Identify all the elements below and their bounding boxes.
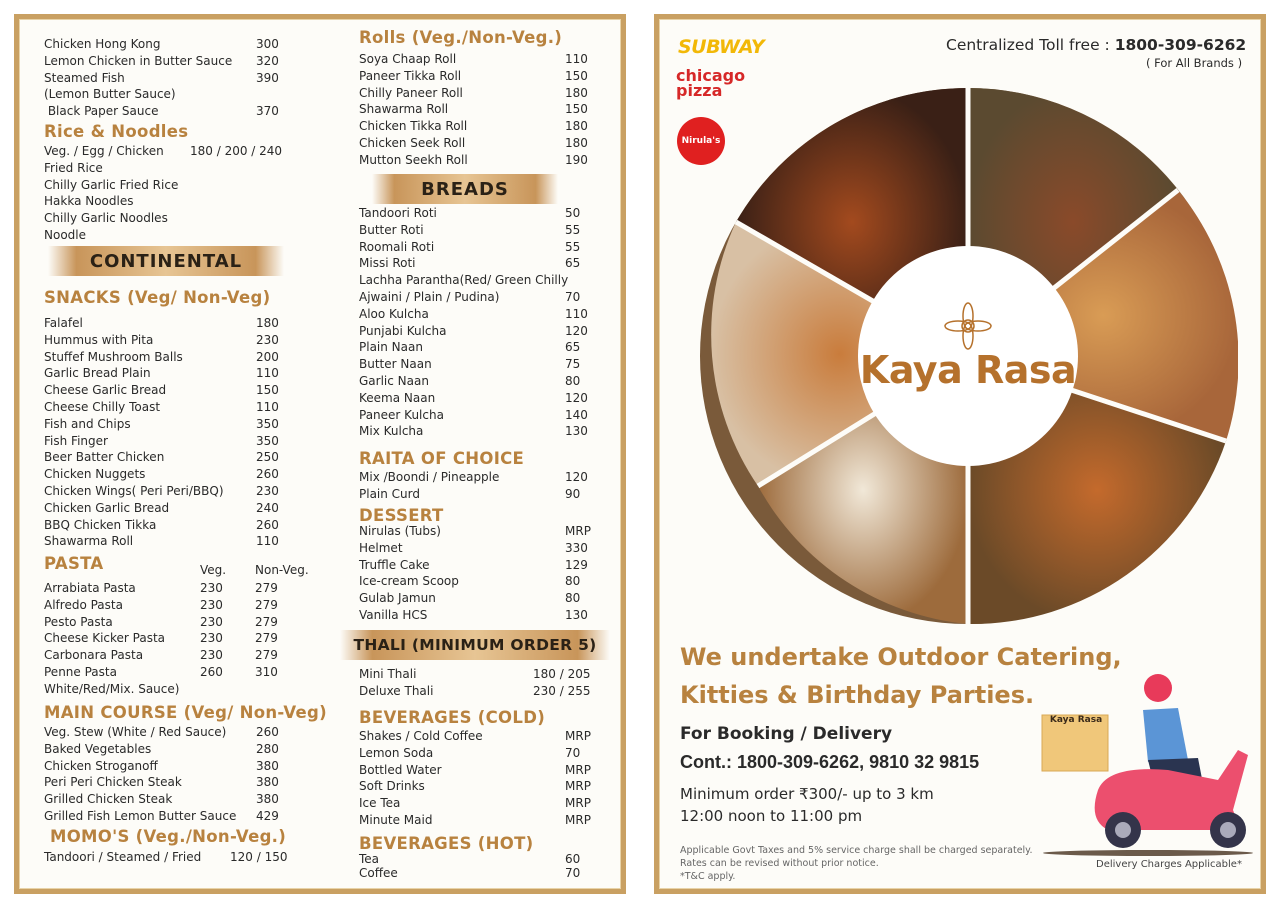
item-price: 390 — [256, 70, 279, 85]
item-price: 230 — [200, 581, 223, 595]
item-name: Truffle Cake — [359, 557, 430, 572]
pasta-heading: PASTA — [44, 554, 104, 573]
item-name: Garlic Naan — [359, 373, 429, 388]
chicago-pizza-logo: chicago pizza — [676, 66, 746, 100]
item-price: 230 / 255 — [533, 683, 591, 698]
item-name: Roomali Roti — [359, 239, 435, 254]
menu-item — [359, 339, 599, 356]
item-price: 180 / 205 — [533, 667, 591, 681]
booking-info — [680, 720, 979, 776]
item-name: Steamed Fish — [44, 70, 125, 85]
item-name: Chicken Stroganoff — [44, 758, 158, 773]
menu-item — [44, 597, 324, 614]
item-price: 230 — [200, 614, 223, 629]
menu-item — [359, 152, 599, 169]
item-price: 260 — [256, 467, 279, 482]
item-price: 80 — [565, 591, 581, 606]
item-price: 180 — [565, 85, 588, 100]
item-name: Mini Thali — [359, 667, 417, 681]
menu-item — [359, 51, 599, 68]
menu-item — [359, 272, 599, 289]
item-price: 279 — [255, 648, 278, 663]
pasta-list — [44, 580, 324, 698]
item-name: Chilly Garlic Fried Rice — [44, 177, 179, 192]
item-name: Vanilla HCS — [359, 607, 428, 622]
menu-item — [44, 580, 324, 597]
item-price: MRP — [565, 796, 591, 811]
toll-free — [946, 36, 1246, 54]
menu-item — [359, 795, 599, 812]
catering-line-2: Kitties & Birthday Parties. — [680, 681, 1035, 709]
item-price: 90 — [565, 486, 581, 501]
item-name: Ice-cream Scoop — [359, 574, 459, 589]
item-price: 60 — [565, 852, 581, 866]
menu-item — [44, 315, 294, 332]
item-price: 120 / 150 — [230, 850, 288, 864]
item-price: 380 — [256, 792, 279, 807]
item-price: 150 — [256, 383, 279, 398]
item-price: 80 — [565, 574, 581, 589]
item-name: Fish Finger — [44, 433, 108, 448]
item-price: MRP — [565, 762, 591, 777]
item-price: MRP — [565, 812, 591, 827]
item-name: Plain Curd — [359, 486, 421, 501]
item-price: 130 — [565, 607, 588, 622]
item-price: 279 — [255, 631, 278, 646]
breads-list — [359, 205, 599, 440]
beverages-hot-heading: BEVERAGES (HOT) — [359, 834, 534, 853]
item-name: Deluxe Thali — [359, 683, 434, 698]
beverages-hot-list — [359, 852, 599, 880]
menu-item — [359, 573, 599, 590]
item-name: Butter Roti — [359, 222, 424, 237]
fine-print-line: *T&C apply. — [680, 871, 736, 882]
toll-free-number: 1800-309-6262 — [1114, 36, 1247, 54]
item-price: 75 — [565, 357, 581, 372]
item-price: MRP — [565, 779, 591, 794]
item-name: Carbonara Pasta — [44, 648, 144, 663]
menu-item — [359, 557, 599, 574]
menu-item — [359, 469, 599, 486]
item-price: 320 — [256, 53, 279, 68]
menu-item — [359, 728, 599, 745]
item-name: Pesto Pasta — [44, 614, 113, 629]
item-price: 300 — [256, 37, 279, 51]
item-name: Lemon Chicken in Butter Sauce — [44, 53, 233, 68]
item-price: 70 — [565, 745, 581, 760]
menu-item — [44, 664, 324, 681]
menu-item — [44, 758, 294, 775]
menu-item — [44, 349, 294, 366]
menu-item — [359, 356, 599, 373]
menu-item — [359, 390, 599, 407]
menu-item — [359, 101, 599, 118]
item-price: 240 — [256, 500, 279, 515]
item-name: Mutton Seekh Roll — [359, 152, 468, 167]
rolls-list — [359, 51, 599, 169]
item-price: 140 — [565, 407, 588, 422]
item-price: 110 — [256, 366, 279, 381]
item-name: Keema Naan — [359, 390, 436, 405]
item-price: 380 — [256, 775, 279, 790]
menu-item — [44, 70, 294, 87]
item-name: Shawarma Roll — [44, 534, 134, 549]
menu-item — [44, 86, 294, 103]
menu-item — [359, 745, 599, 762]
menu-item — [44, 433, 294, 450]
raita-heading: RAITA OF CHOICE — [359, 449, 525, 468]
menu-item — [359, 423, 599, 440]
menu-item — [44, 193, 294, 210]
menu-item — [44, 36, 294, 53]
delivery-charges-note: Delivery Charges Applicable* — [1096, 859, 1242, 870]
item-price: 70 — [565, 289, 581, 304]
item-name: Butter Naan — [359, 357, 432, 372]
item-price: 230 — [256, 483, 279, 498]
item-price: 70 — [565, 866, 581, 880]
menu-item — [359, 373, 599, 390]
menu-item — [44, 210, 294, 227]
item-name: Black Paper Sauce — [44, 104, 159, 119]
item-name: Soya Chaap Roll — [359, 52, 457, 66]
item-name: BBQ Chicken Tikka — [44, 517, 157, 532]
item-name: Hummus with Pita — [44, 332, 154, 347]
item-name: Chicken Tikka Roll — [359, 119, 468, 134]
toll-free-label: Centralized Toll free : — [946, 36, 1115, 54]
item-price: 280 — [256, 741, 279, 756]
item-name: Aloo Kulcha — [359, 306, 429, 321]
opening-hours: 12:00 noon to 11:00 pm — [680, 807, 863, 825]
item-price: 180 — [256, 316, 279, 330]
menu-item — [44, 533, 294, 550]
item-price: 65 — [565, 256, 581, 271]
item-name: Penne Pasta — [44, 664, 117, 679]
toll-free-note: ( For All Brands ) — [1146, 56, 1243, 70]
menu-item — [44, 227, 294, 244]
item-name: Fried Rice — [44, 160, 103, 175]
item-price: 330 — [565, 540, 588, 555]
menu-item — [359, 255, 599, 272]
item-name: Garlic Bread Plain — [44, 366, 151, 381]
item-price: 230 — [200, 631, 223, 646]
menu-item — [44, 741, 294, 758]
continental-banner: CONTINENTAL — [48, 246, 284, 276]
menu-item — [359, 812, 599, 829]
pasta-nonveg-label: Non-Veg. — [255, 563, 309, 577]
item-name: Bottled Water — [359, 762, 442, 777]
raita-list — [359, 469, 599, 503]
menu-item — [359, 866, 599, 880]
menu-item — [44, 791, 294, 808]
item-name: Cheese Chilly Toast — [44, 399, 161, 414]
item-name: Chicken Nuggets — [44, 467, 146, 482]
item-price: 130 — [565, 424, 588, 439]
fine-print-line: Rates can be revised without prior notice. — [680, 858, 879, 869]
beverages-cold-list — [359, 728, 599, 829]
menu-item — [44, 681, 324, 698]
catering-line-1: We undertake Outdoor Catering, — [680, 643, 1122, 671]
item-price: 110 — [256, 534, 279, 549]
item-name: Hakka Noodles — [44, 194, 134, 209]
menu-item — [359, 590, 599, 607]
item-price: 310 — [255, 664, 278, 679]
menu-item — [359, 778, 599, 795]
item-price: MRP — [565, 729, 591, 743]
item-price: 350 — [256, 416, 279, 431]
contact-numbers: Cont.: 1800-309-6262, 9810 32 9815 — [680, 752, 980, 772]
rolls-heading: Rolls (Veg./Non-Veg.) — [359, 28, 563, 47]
item-name: Tea — [359, 852, 380, 866]
item-price: 110 — [565, 52, 588, 66]
item-name: Helmet — [359, 540, 403, 555]
beverages-cold-heading: BEVERAGES (COLD) — [359, 708, 546, 727]
item-price: 250 — [256, 450, 279, 465]
item-name: Chicken Hong Kong — [44, 37, 161, 51]
menu-item — [44, 365, 294, 382]
fine-print-line: Applicable Govt Taxes and 5% service charge shall be charged separately. — [680, 845, 1033, 856]
menu-item — [359, 306, 599, 323]
item-name: Paneer Kulcha — [359, 407, 444, 422]
item-name: Chilly Paneer Roll — [359, 85, 463, 100]
menu-item — [359, 85, 599, 102]
item-price: 50 — [565, 206, 581, 220]
item-name: Alfredo Pasta — [44, 597, 123, 612]
item-price: 120 — [565, 470, 588, 484]
menu-item — [359, 540, 599, 557]
item-price: 260 — [256, 517, 279, 532]
menu-item — [359, 135, 599, 152]
menu-item — [44, 53, 294, 70]
menu-item — [44, 483, 294, 500]
item-price: 279 — [255, 581, 278, 595]
item-price: 180 — [565, 119, 588, 134]
menu-item — [359, 523, 599, 540]
item-price: 120 — [565, 390, 588, 405]
menu-item — [44, 103, 294, 120]
menu-item — [44, 500, 294, 517]
item-name: Veg. / Egg / Chicken — [44, 144, 164, 158]
item-name: Gulab Jamun — [359, 591, 436, 606]
menu-item — [44, 466, 294, 483]
menu-item — [359, 852, 599, 866]
item-name: Chicken Seek Roll — [359, 135, 466, 150]
breads-banner: BREADS — [372, 174, 558, 204]
booking-label: For Booking / Delivery — [680, 724, 893, 744]
delivery-scooter-illustration — [1038, 670, 1260, 860]
menu-item — [359, 762, 599, 779]
item-price: 200 — [256, 349, 279, 364]
thali-banner: THALI (MINIMUM ORDER 5) — [340, 630, 610, 660]
menu-item — [359, 205, 599, 222]
item-name: Shawarma Roll — [359, 102, 449, 117]
item-name: White/Red/Mix. Sauce) — [44, 681, 180, 696]
momo-heading: MOMO'S (Veg./Non-Veg.) — [50, 827, 287, 846]
dessert-list — [359, 523, 599, 624]
menu-item — [44, 449, 294, 466]
item-price: 65 — [565, 340, 581, 355]
fine-print — [680, 844, 1032, 883]
item-name: (Lemon Butter Sauce) — [44, 87, 176, 102]
item-name: Coffee — [359, 866, 398, 880]
kaya-rasa-logo: Kaya Rasa — [859, 348, 1077, 392]
item-name: Mix /Boondi / Pineapple — [359, 470, 500, 484]
item-price: 55 — [565, 239, 581, 254]
dessert-heading: DESSERT — [359, 506, 444, 525]
item-price: 380 — [256, 758, 279, 773]
item-name: Punjabi Kulcha — [359, 323, 447, 338]
item-name: Beer Batter Chicken — [44, 450, 165, 465]
pasta-veg-label: Veg. — [200, 563, 227, 577]
menu-item — [359, 666, 599, 683]
box-logo: Kaya Rasa — [1049, 715, 1103, 725]
menu-item — [359, 486, 599, 503]
menu-item — [359, 407, 599, 424]
item-price: 190 — [565, 152, 588, 167]
item-name: Minute Maid — [359, 812, 433, 827]
item-price: 80 — [565, 373, 581, 388]
item-name: Shakes / Cold Coffee — [359, 729, 483, 743]
item-price: 230 — [200, 648, 223, 663]
item-price: 150 — [565, 102, 588, 117]
menu-item — [44, 416, 294, 433]
menu-item — [359, 683, 599, 700]
item-price: 129 — [565, 557, 588, 572]
rice-list — [44, 143, 294, 244]
delivery-terms — [680, 783, 934, 827]
menu-item — [359, 607, 599, 624]
item-name: Noodle — [44, 227, 86, 242]
menu-item — [359, 289, 599, 306]
item-price: 370 — [256, 104, 279, 119]
item-name: Chilly Garlic Noodles — [44, 211, 168, 226]
item-price: 230 — [200, 597, 223, 612]
menu-item — [44, 332, 294, 349]
minimum-order: Minimum order ₹300/- up to 3 km — [680, 785, 934, 803]
item-name: Fish and Chips — [44, 416, 131, 431]
menu-item — [359, 68, 599, 85]
item-name: Peri Peri Chicken Steak — [44, 775, 182, 790]
item-price: 230 — [256, 332, 279, 347]
item-price: 110 — [256, 399, 279, 414]
menu-item — [44, 614, 324, 631]
item-name: Missi Roti — [359, 256, 416, 271]
menu-item — [44, 774, 294, 791]
menu-item — [44, 647, 324, 664]
item-price: 429 — [256, 808, 279, 823]
item-name: Veg. Stew (White / Red Sauce) — [44, 725, 227, 739]
menu-item — [359, 239, 599, 256]
menu-item — [44, 177, 294, 194]
menu-item — [44, 630, 324, 647]
item-name: Chicken Garlic Bread — [44, 500, 170, 515]
menu-item — [44, 724, 294, 741]
item-name: Mix Kulcha — [359, 424, 424, 439]
menu-item — [359, 222, 599, 239]
menu-item — [359, 323, 599, 340]
item-name: Cheese Garlic Bread — [44, 383, 167, 398]
item-price: 180 — [565, 135, 588, 150]
item-price: 150 — [565, 68, 588, 83]
item-name: Plain Naan — [359, 340, 423, 355]
item-price: MRP — [565, 524, 591, 538]
item-name: Grilled Fish Lemon Butter Sauce — [44, 808, 237, 823]
item-price: 260 — [200, 664, 223, 679]
item-name: Paneer Tikka Roll — [359, 68, 462, 83]
subway-logo: SUBWAY — [678, 36, 765, 58]
snacks-list — [44, 315, 294, 550]
thali-list — [359, 666, 599, 700]
item-name: Lemon Soda — [359, 745, 434, 760]
item-price: 180 / 200 / 240 — [190, 144, 283, 158]
menu-item — [44, 399, 294, 416]
momo-list — [44, 849, 294, 866]
item-name: Grilled Chicken Steak — [44, 792, 173, 807]
menu-item — [359, 118, 599, 135]
item-name: Ajwaini / Plain / Pudina) — [359, 289, 500, 304]
item-name: Soft Drinks — [359, 779, 425, 794]
item-price: 350 — [256, 433, 279, 448]
main-course-heading: MAIN COURSE (Veg/ Non-Veg) — [44, 703, 327, 722]
item-price: 120 — [565, 323, 588, 338]
mains-list — [44, 36, 294, 120]
nirulas-logo: Nirula's — [677, 117, 725, 165]
item-name: Stuffef Mushroom Balls — [44, 349, 183, 364]
item-price: 55 — [565, 222, 581, 237]
menu-item — [44, 808, 294, 825]
item-name: Chicken Wings( Peri Peri/BBQ) — [44, 483, 224, 498]
menu-item — [44, 160, 294, 177]
menu-item — [44, 517, 294, 534]
item-name: Tandoori Roti — [359, 206, 437, 220]
menu-item — [44, 382, 294, 399]
item-name: Falafel — [44, 316, 83, 330]
item-price: 110 — [565, 306, 588, 321]
item-name: Lachha Parantha(Red/ Green Chilly — [359, 273, 569, 288]
item-name: Baked Vegetables — [44, 741, 152, 756]
item-price: 260 — [256, 725, 279, 739]
rice-heading: Rice & Noodles — [44, 122, 189, 141]
item-name: Nirulas (Tubs) — [359, 524, 441, 538]
menu-item — [44, 849, 294, 866]
item-price: 279 — [255, 597, 278, 612]
item-name: Tandoori / Steamed / Fried — [44, 850, 202, 864]
item-price: 279 — [255, 614, 278, 629]
snacks-heading: SNACKS (Veg/ Non-Veg) — [44, 288, 271, 307]
item-name: Arrabiata Pasta — [44, 581, 136, 595]
menu-item — [44, 143, 294, 160]
main-course-list — [44, 724, 294, 825]
item-name: Cheese Kicker Pasta — [44, 631, 166, 646]
item-name: Ice Tea — [359, 796, 401, 811]
